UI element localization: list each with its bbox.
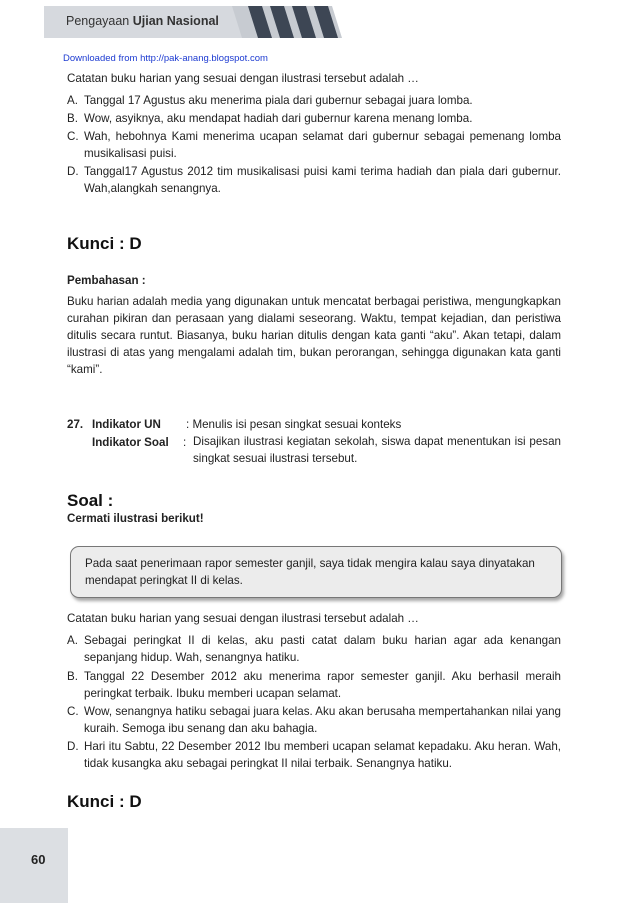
option-letter: A. [67, 634, 78, 647]
option-b-2 [67, 668, 561, 702]
indikator-soal-text: Disajikan ilustrasi kegiatan sekolah, siswa dapat menentukan isi pesan singkat sesuai ilustrasi tersebut. [193, 435, 561, 465]
option-letter: B. [67, 670, 78, 683]
answer-key-1: Kunci : D [67, 234, 142, 253]
pembahasan-label: Pembahasan : [67, 274, 146, 287]
option-text: Wah, hebohnya Kami menerima ucapan selamat dari gubernur sebagai pemenang lomba musikalisasi puisi. [84, 130, 561, 160]
header-title-bold: Ujian Nasional [132, 14, 219, 28]
option-text: Wow, senangnya hatiku sebagai juara kelas. Aku akan berusaha mempertahankan nilai yang kuraih. Semoga ibu senang dan aku bahagia. [84, 705, 561, 735]
option-b-1 [67, 110, 561, 127]
answer-key-2: Kunci : D [67, 792, 142, 811]
soal-heading: Soal : [67, 491, 114, 510]
option-text: Hari itu Sabtu, 22 Desember 2012 Ibu memberi ucapan selamat kepadaku. Aku heran. Wah, tidak kusangka aku sebagai peringkat II nilai terbaik. Senangnya hatiku. [84, 740, 561, 770]
illustration-callout [70, 546, 562, 598]
indikator-un-text: : Menulis isi pesan singkat sesuai konteks [186, 418, 402, 431]
option-letter: A. [67, 94, 78, 107]
header-title [66, 14, 219, 28]
question-2-text: Catatan buku harian yang sesuai dengan ilustrasi tersebut adalah … [67, 612, 419, 625]
option-a-2 [67, 632, 561, 666]
option-d-1 [67, 163, 561, 197]
indikator-soal-colon: : [183, 436, 187, 449]
question-1-text: Catatan buku harian yang sesuai dengan ilustrasi tersebut adalah … [67, 72, 419, 85]
option-text: Wow, asyiknya, aku mendapat hadiah dari gubernur karena menang lomba. [84, 112, 473, 125]
indikator-soal-label: Indikator Soal [92, 436, 169, 449]
option-text: Tanggal 22 Desember 2012 aku menerima rapor semester ganjil. Aku berhasil meraih peringkat terbaik. Ibuku memberi ucapan selamat. [84, 670, 561, 700]
pembahasan-text: Buku harian adalah media yang digunakan untuk mencatat berbagai peristiwa, mengungkapkan curahan pikiran dan perasaan yang dialami seseorang. Waktu, tempat kejadian, dan peristiwa ditulis secara runtut. Biasanya, buku harian ditulis dengan kata ganti “aku”. Akan tetapi, dalam ilustrasi di atas yang mengalami adalah tim, bukan perorangan, sehingga digunakan kata ganti “kami”. [67, 295, 561, 376]
option-letter: B. [67, 112, 78, 125]
header-stripes-decoration [232, 6, 342, 38]
option-letter: C. [67, 130, 79, 143]
download-link[interactable]: Downloaded from http://pak-anang.blogspot.com [63, 53, 268, 64]
option-letter: D. [67, 165, 79, 178]
option-text: Tanggal 17 Agustus aku menerima piala dari gubernur sebagai juara lomba. [84, 94, 473, 107]
option-text: Tanggal17 Agustus 2012 tim musikalisasi puisi kami terima hadiah dan piala dari gubernur. Wah,alangkah senangnya. [84, 165, 561, 195]
option-letter: C. [67, 705, 79, 718]
header-prefix: Pengayaan [66, 14, 130, 28]
illustration-text: Pada saat penerimaan rapor semester ganjil, saya tidak mengira kalau saya dinyatakan mendapat peringkat II di kelas. [85, 557, 535, 587]
indikator-number: 27. [67, 418, 84, 431]
soal-instruction: Cermati ilustrasi berikut! [67, 512, 204, 525]
option-d-2 [67, 738, 561, 772]
option-letter: D. [67, 740, 79, 753]
indikator-un-label: Indikator UN [92, 418, 161, 431]
option-c-1 [67, 128, 561, 162]
option-text: Sebagai peringkat II di kelas, aku pasti catat dalam buku harian agar ada kenangan sepanjang hidup. Wah, senangnya hatiku. [84, 634, 561, 664]
option-a-1 [67, 92, 561, 109]
option-c-2 [67, 703, 561, 737]
page-number: 60 [31, 852, 46, 867]
